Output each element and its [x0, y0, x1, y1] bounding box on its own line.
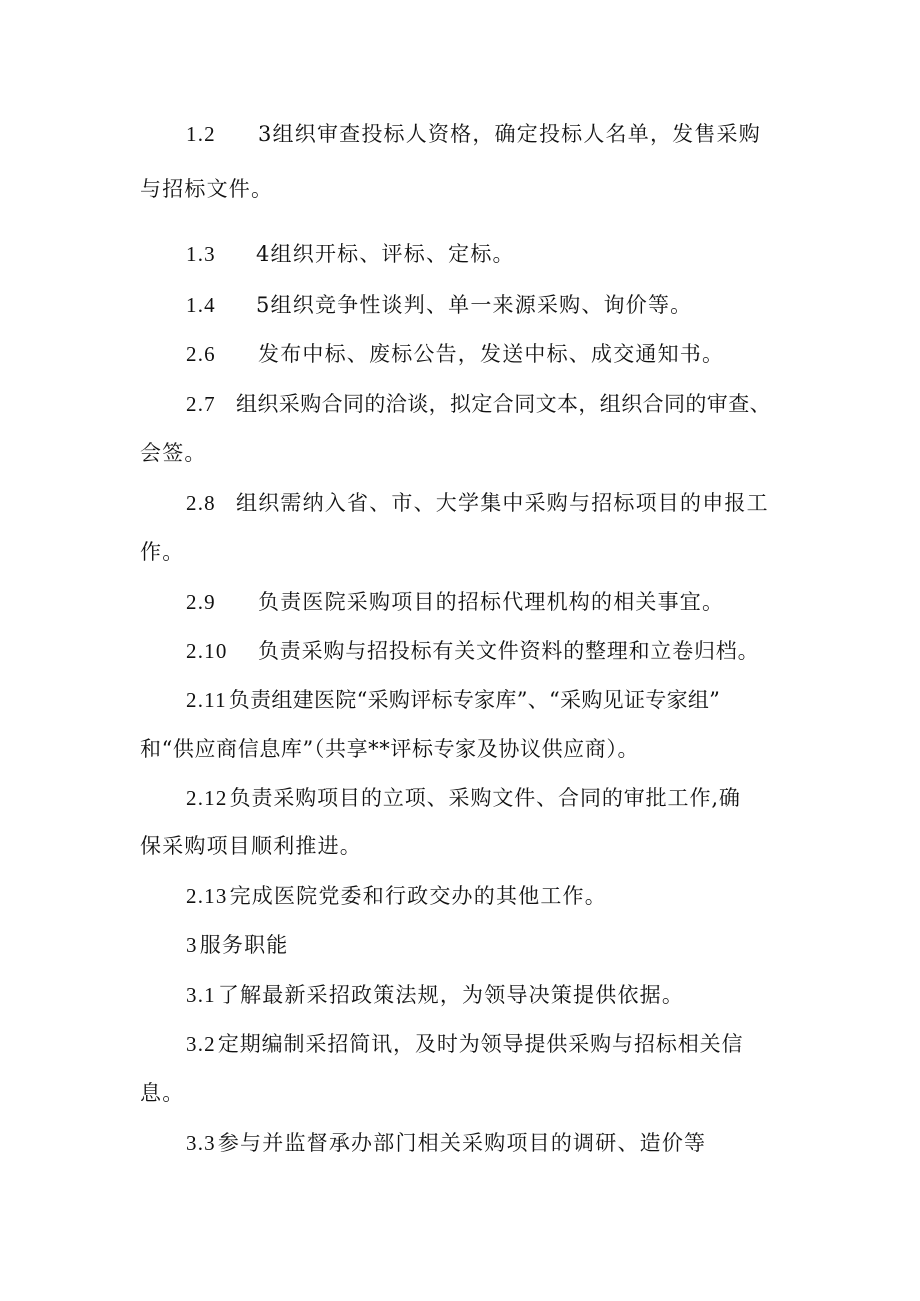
section-number: 3 [186, 933, 198, 957]
clause-text: 发布中标、废标公告，发送中标、成交通知书。 [258, 342, 725, 366]
paragraph-2-11-line-1 [186, 686, 720, 714]
paragraph-2-10 [186, 637, 759, 665]
clause-text: 定期编制采招简讯，及时为领导提供采购与招标相关信 [217, 1032, 744, 1056]
clause-text: 负责采购与招投标有关文件资料的整理和立卷归档。 [258, 639, 760, 663]
clause-number: 2.8 [186, 491, 216, 515]
paragraph-1-2-line-1 [186, 120, 761, 148]
clause-number: 1.2 [186, 122, 216, 146]
clause-text: 会签。 [140, 441, 207, 465]
clause-text: 负责采购项目的立项、采购文件、合同的审批工作,确 [229, 786, 741, 810]
paragraph-2-7-line-1 [186, 390, 771, 418]
paragraph-1-3 [186, 240, 515, 268]
paragraph-2-13 [186, 882, 607, 910]
clause-number: 2.10 [186, 639, 228, 663]
paragraph-2-12-line-1 [186, 784, 741, 812]
paragraph-2-11-line-2 [140, 735, 639, 763]
clause-number: 3.1 [186, 983, 216, 1007]
clause-number: 2.12 [186, 786, 228, 810]
clause-text: 完成医院党委和行政交办的其他工作。 [229, 884, 607, 908]
section-3-heading [186, 931, 289, 959]
clause-text: 保采购项目顺利推进。 [140, 834, 362, 858]
clause-number: 3.3 [186, 1131, 216, 1155]
clause-text: 作。 [140, 540, 185, 564]
clause-text: 组织需纳入省、市、大学集中采购与招标项目的申报工 [236, 491, 769, 515]
paragraph-3-2-line-2 [140, 1079, 184, 1107]
paragraph-1-4 [186, 291, 692, 319]
paragraph-2-9 [186, 588, 724, 616]
clause-text: 4组织开标、评标、定标。 [256, 242, 515, 266]
paragraph-2-7-line-2 [140, 439, 207, 467]
clause-number: 2.6 [186, 342, 216, 366]
clause-number: 2.11 [186, 688, 227, 712]
paragraph-3-3 [186, 1129, 706, 1157]
paragraph-2-8-line-2 [140, 538, 184, 566]
clause-number: 2.13 [186, 884, 228, 908]
paragraph-2-12-line-2 [140, 832, 362, 860]
clause-number: 1.3 [186, 242, 216, 266]
paragraph-2-8-line-1 [186, 489, 769, 517]
section-title: 服务职能 [199, 933, 289, 957]
clause-text: 3组织审查投标人资格，确定投标人名单，发售采购 [258, 122, 761, 146]
clause-text: 了解最新采招政策法规，为领导决策提供依据。 [217, 983, 685, 1007]
clause-text: 息。 [140, 1081, 185, 1105]
clause-number: 3.2 [186, 1032, 216, 1056]
paragraph-2-6 [186, 340, 724, 368]
clause-number: 1.4 [186, 293, 216, 317]
clause-number: 2.7 [186, 392, 216, 416]
clause-text: 5组织竞争性谈判、单一来源采购、询价等。 [256, 293, 693, 317]
paragraph-3-1 [186, 981, 684, 1009]
clause-text: 负责医院采购项目的招标代理机构的相关事宜。 [258, 590, 725, 614]
clause-number: 2.9 [186, 590, 216, 614]
clause-text: 和“供应商信息库”（共享**评标专家及协议供应商）。 [140, 737, 640, 761]
clause-text: 负责组建医院“采购评标专家库”、“采购见证专家组” [228, 688, 721, 712]
clause-text: 与招标文件。 [140, 177, 274, 201]
paragraph-1-2-line-2 [140, 175, 273, 203]
clause-text: 组织采购合同的洽谈，拟定合同文本，组织合同的审查、 [236, 392, 771, 416]
paragraph-3-2-line-1 [186, 1030, 743, 1058]
clause-text: 参与并监督承办部门相关采购项目的调研、造价等 [217, 1131, 707, 1155]
